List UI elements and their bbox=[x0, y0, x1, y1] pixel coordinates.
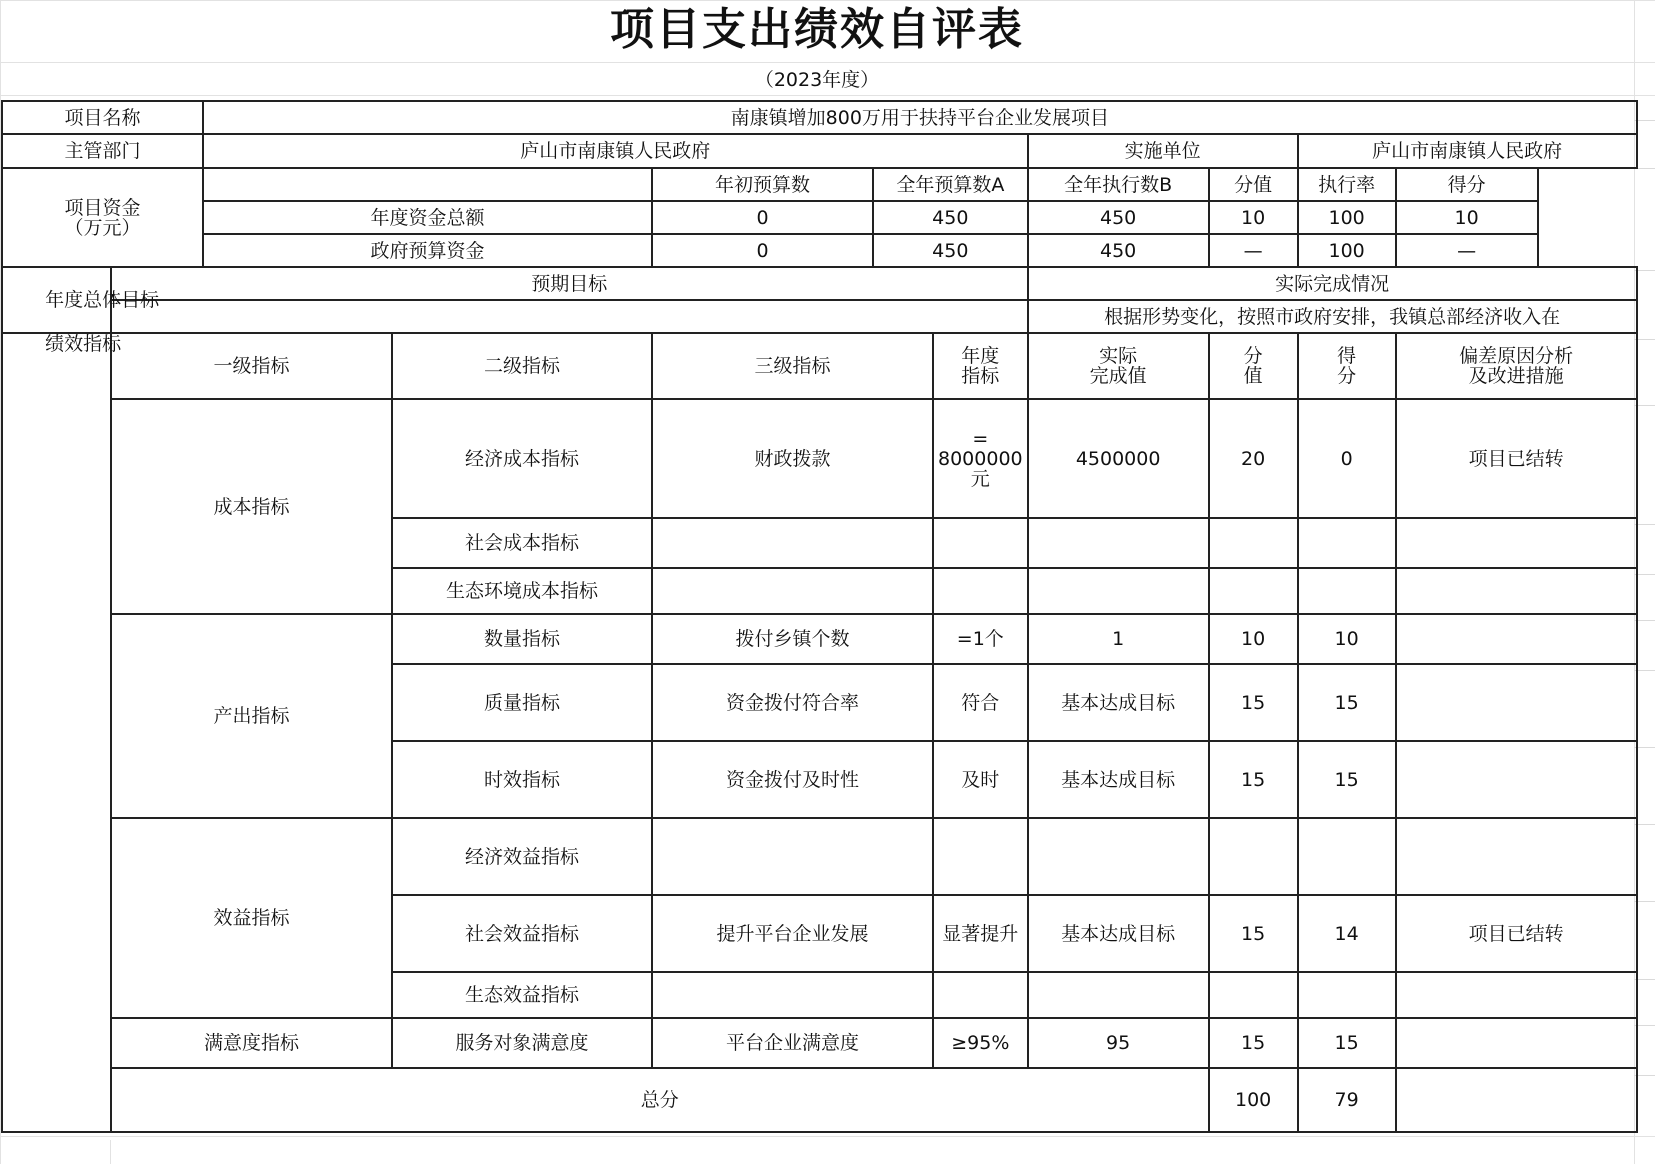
score-cell: 15 bbox=[1298, 741, 1396, 818]
level2-cell: 时效指标 bbox=[392, 741, 652, 818]
performance-indicator-label: 绩效指标 bbox=[2, 333, 111, 1132]
fiscal-year: （2023年度） bbox=[754, 69, 880, 91]
score-cell: 10 bbox=[1298, 614, 1396, 664]
implementer-value: 庐山市南康镇人民政府 bbox=[1298, 134, 1637, 168]
score-cell bbox=[1298, 818, 1396, 895]
level2-cell: 质量指标 bbox=[392, 664, 652, 741]
deviation-cell: 项目已结转 bbox=[1396, 399, 1637, 518]
level3-cell: 资金拨付及时性 bbox=[652, 741, 933, 818]
level3-cell bbox=[652, 972, 933, 1018]
deviation-cell bbox=[1396, 741, 1637, 818]
overall-goal-label: 年度总体目标 bbox=[2, 267, 111, 333]
target-cell bbox=[933, 568, 1028, 614]
actual-cell: 4500000 bbox=[1028, 399, 1209, 518]
target-cell bbox=[933, 518, 1028, 568]
header-level2: 二级指标 bbox=[392, 333, 652, 399]
level3-cell: 拨付乡镇个数 bbox=[652, 614, 933, 664]
actual-cell: 基本达成目标 bbox=[1028, 895, 1209, 972]
level2-cell: 生态效益指标 bbox=[392, 972, 652, 1018]
evaluation-table bbox=[1, 100, 1638, 1133]
level2-cell: 服务对象满意度 bbox=[392, 1018, 652, 1068]
indicator-row-satisfaction bbox=[2, 1018, 1637, 1068]
header-deviation: 偏差原因分析 及改进措施 bbox=[1396, 333, 1637, 399]
project-name-label: 项目名称 bbox=[2, 101, 203, 134]
header-level3: 三级指标 bbox=[652, 333, 933, 399]
category-cost: 成本指标 bbox=[111, 399, 392, 614]
target-cell: 显著提升 bbox=[933, 895, 1028, 972]
funds-total-weight: 10 bbox=[1209, 201, 1298, 234]
category-benefit: 效益指标 bbox=[111, 818, 392, 1018]
indicator-row-economic-benefit bbox=[2, 818, 1637, 895]
indicator-row-economic-cost bbox=[2, 399, 1637, 518]
funds-total-annual: 450 bbox=[873, 201, 1028, 234]
level3-cell bbox=[652, 518, 933, 568]
level3-cell: 财政拨款 bbox=[652, 399, 933, 518]
actual-cell: 1 bbox=[1028, 614, 1209, 664]
weight-cell: 15 bbox=[1209, 741, 1298, 818]
funds-gov-initial: 0 bbox=[652, 234, 873, 267]
score-cell: 0 bbox=[1298, 399, 1396, 518]
score-cell bbox=[1298, 518, 1396, 568]
funds-header-initial: 年初预算数 bbox=[652, 168, 873, 201]
funds-gov-executed: 450 bbox=[1028, 234, 1209, 267]
total-note bbox=[1396, 1068, 1637, 1132]
header-annual-target: 年度 指标 bbox=[933, 333, 1028, 399]
project-name-row bbox=[2, 101, 1637, 134]
funds-gov-score: — bbox=[1396, 234, 1538, 267]
weight-cell: 20 bbox=[1209, 399, 1298, 518]
header-level1: 一级指标 bbox=[111, 333, 392, 399]
actual-cell bbox=[1028, 518, 1209, 568]
funds-gov-row bbox=[2, 234, 1637, 267]
level3-cell: 资金拨付符合率 bbox=[652, 664, 933, 741]
funds-total-executed: 450 bbox=[1028, 201, 1209, 234]
funds-header-score: 得分 bbox=[1396, 168, 1538, 201]
level3-cell: 提升平台企业发展 bbox=[652, 895, 933, 972]
total-weight: 100 bbox=[1209, 1068, 1298, 1132]
target-cell bbox=[933, 972, 1028, 1018]
weight-cell: 15 bbox=[1209, 1018, 1298, 1068]
actual-cell bbox=[1028, 972, 1209, 1018]
total-row bbox=[2, 1068, 1637, 1132]
actual-result-text: 根据形势变化，按照市政府安排，我镇总部经济收入在 bbox=[1028, 300, 1637, 333]
level2-cell: 社会效益指标 bbox=[392, 895, 652, 972]
funds-header-annual: 全年预算数A bbox=[873, 168, 1028, 201]
department-value: 庐山市南康镇人民政府 bbox=[203, 134, 1028, 168]
funds-header-rate: 执行率 bbox=[1298, 168, 1396, 201]
score-cell: 15 bbox=[1298, 664, 1396, 741]
deviation-cell bbox=[1396, 1018, 1637, 1068]
page-title: 项目支出绩效自评表 bbox=[610, 4, 1024, 55]
category-output: 产出指标 bbox=[111, 614, 392, 818]
funds-header-executed: 全年执行数B bbox=[1028, 168, 1209, 201]
deviation-cell bbox=[1396, 972, 1637, 1018]
level2-cell: 生态环境成本指标 bbox=[392, 568, 652, 614]
expected-goal-text bbox=[111, 300, 1028, 333]
target-cell: ≥95% bbox=[933, 1018, 1028, 1068]
weight-cell bbox=[1209, 972, 1298, 1018]
weight-cell: 10 bbox=[1209, 614, 1298, 664]
funds-total-initial: 0 bbox=[652, 201, 873, 234]
weight-cell bbox=[1209, 518, 1298, 568]
actual-cell bbox=[1028, 818, 1209, 895]
funds-header-row bbox=[2, 168, 1637, 201]
indicator-header-row bbox=[2, 333, 1637, 399]
target-cell bbox=[933, 818, 1028, 895]
score-cell bbox=[1298, 568, 1396, 614]
weight-cell: 15 bbox=[1209, 664, 1298, 741]
target-cell: 及时 bbox=[933, 741, 1028, 818]
deviation-cell bbox=[1396, 518, 1637, 568]
funds-gov-rate: 100 bbox=[1298, 234, 1396, 267]
goals-content-row bbox=[2, 300, 1637, 333]
level3-cell bbox=[652, 568, 933, 614]
header-actual-value: 实际 完成值 bbox=[1028, 333, 1209, 399]
level2-cell: 经济效益指标 bbox=[392, 818, 652, 895]
score-cell bbox=[1298, 972, 1396, 1018]
level3-cell bbox=[652, 818, 933, 895]
header-weight: 分 值 bbox=[1209, 333, 1298, 399]
actual-cell bbox=[1028, 568, 1209, 614]
level2-cell: 数量指标 bbox=[392, 614, 652, 664]
funds-label: 项目资金 （万元） bbox=[2, 168, 203, 267]
header-score: 得 分 bbox=[1298, 333, 1396, 399]
deviation-cell bbox=[1396, 818, 1637, 895]
funds-header-weight: 分值 bbox=[1209, 168, 1298, 201]
actual-cell: 95 bbox=[1028, 1018, 1209, 1068]
expected-goal-header: 预期目标 bbox=[111, 267, 1028, 300]
funds-gov-label: 政府预算资金 bbox=[203, 234, 652, 267]
deviation-cell bbox=[1396, 664, 1637, 741]
implementer-label: 实施单位 bbox=[1028, 134, 1298, 168]
actual-result-header: 实际完成情况 bbox=[1028, 267, 1637, 300]
score-cell: 14 bbox=[1298, 895, 1396, 972]
deviation-cell bbox=[1396, 614, 1637, 664]
weight-cell: 15 bbox=[1209, 895, 1298, 972]
level2-cell: 社会成本指标 bbox=[392, 518, 652, 568]
project-name-value: 南康镇增加800万用于扶持平台企业发展项目 bbox=[203, 101, 1637, 134]
funds-gov-annual: 450 bbox=[873, 234, 1028, 267]
level2-cell: 经济成本指标 bbox=[392, 399, 652, 518]
target-cell: 符合 bbox=[933, 664, 1028, 741]
funds-total-row bbox=[2, 201, 1637, 234]
funds-header-blank bbox=[203, 168, 652, 201]
target-cell: = 8000000 元 bbox=[933, 399, 1028, 518]
category-satisfaction: 满意度指标 bbox=[111, 1018, 392, 1068]
funds-total-label: 年度资金总额 bbox=[203, 201, 652, 234]
department-row bbox=[2, 134, 1637, 168]
weight-cell bbox=[1209, 568, 1298, 614]
score-cell: 15 bbox=[1298, 1018, 1396, 1068]
goals-header-row bbox=[2, 267, 1637, 300]
indicator-row-quantity bbox=[2, 614, 1637, 664]
deviation-cell bbox=[1396, 568, 1637, 614]
actual-cell: 基本达成目标 bbox=[1028, 664, 1209, 741]
level3-cell: 平台企业满意度 bbox=[652, 1018, 933, 1068]
target-cell: =1个 bbox=[933, 614, 1028, 664]
department-label: 主管部门 bbox=[2, 134, 203, 168]
total-label: 总分 bbox=[111, 1068, 1209, 1132]
actual-cell: 基本达成目标 bbox=[1028, 741, 1209, 818]
funds-total-rate: 100 bbox=[1298, 201, 1396, 234]
weight-cell bbox=[1209, 818, 1298, 895]
funds-total-score: 10 bbox=[1396, 201, 1538, 234]
total-score: 79 bbox=[1298, 1068, 1396, 1132]
deviation-cell: 项目已结转 bbox=[1396, 895, 1637, 972]
funds-gov-weight: — bbox=[1209, 234, 1298, 267]
